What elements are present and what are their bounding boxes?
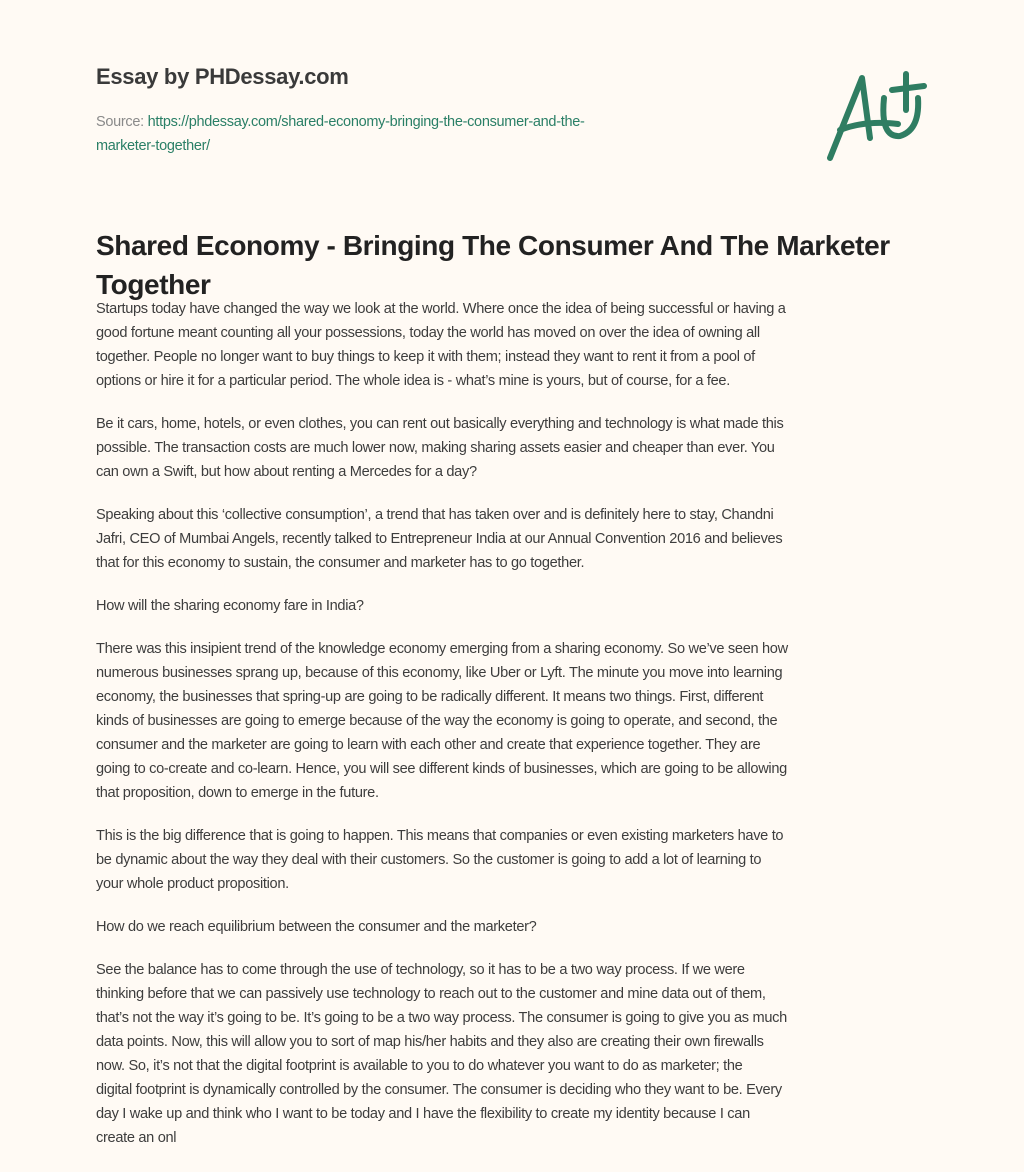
paragraph-line: day I wake up and think who I want to be today and I have the flexibility to create my identity because I can	[96, 1106, 750, 1122]
essay-paragraph	[96, 412, 946, 484]
paragraph-line: consumer and the marketer are going to learn with each other and create that experience together. They are	[96, 737, 761, 753]
paragraph-line: your whole product proposition.	[96, 876, 289, 892]
paragraph-line: can own a Swift, but how about renting a Mercedes for a day?	[96, 464, 477, 480]
paragraph-line: Startups today have changed the way we look at the world. Where once the idea of being successful or having a	[96, 301, 786, 317]
paragraph-line: digital footprint is dynamically controlled by the consumer. The consumer is deciding who they want to be. Every	[96, 1082, 782, 1098]
paragraph-line: thinking before that we can passively use technology to reach out to the customer and mine data out of them,	[96, 986, 766, 1002]
paragraph-line: How do we reach equilibrium between the consumer and the marketer?	[96, 919, 537, 935]
paragraph-line: good fortune meant counting all your possessions, today the world has moved on over the idea of owning all	[96, 325, 760, 341]
paragraph-line: options or hire it for a particular period. The whole idea is - what’s mine is yours, but of course, for a fee.	[96, 373, 730, 389]
essay-paragraph	[96, 594, 946, 618]
paragraph-line: going to co-create and co-learn. Hence, you will see different kinds of businesses, which are going to be allowing	[96, 761, 787, 777]
paragraph-line: possible. The transaction costs are much lower now, making sharing assets easier and cheaper than ever. You	[96, 440, 775, 456]
essay-body	[96, 297, 946, 1169]
paragraph-line: economy, the businesses that spring-up are going to be radically different. It means two things. First, different	[96, 689, 764, 705]
paragraph-line: that proposition, down to emerge in the future.	[96, 785, 379, 801]
paragraph-line: data points. Now, this will allow you to sort of map his/her habits and they also are creating their own firewalls	[96, 1034, 764, 1050]
source-citation	[96, 110, 736, 158]
paragraph-line: There was this insipient trend of the knowledge economy emerging from a sharing economy. So we’ve seen how	[96, 641, 788, 657]
paragraph-line: be dynamic about the way they deal with their customers. So the customer is going to add a lot of learning to	[96, 852, 762, 868]
essay-paragraph	[96, 503, 946, 575]
a-plus-logo-icon	[820, 68, 930, 168]
paragraph-line: numerous businesses sprang up, because of this economy, like Uber or Lyft. The minute you move into learning	[96, 665, 783, 681]
essay-paragraph	[96, 958, 946, 1150]
paragraph-line: now. So, it’s not that the digital footprint is available to you to do whatever you want to do as marketer; the	[96, 1058, 743, 1074]
paragraph-line: create an onl	[96, 1130, 177, 1146]
paragraph-line: together. People no longer want to buy things to keep it with them; instead they want to rent it from a pool of	[96, 349, 755, 365]
paragraph-line: that’s not the way it’s going to be. It’s going to be a two way process. The consumer is going to give you as much	[96, 1010, 787, 1026]
paragraph-line: kinds of businesses are going to emerge because of the way the economy is going to operate, and second, the	[96, 713, 778, 729]
paragraph-line: Speaking about this ‘collective consumption’, a trend that has taken over and is definitely here to stay, Chandni	[96, 507, 774, 523]
paragraph-line: Jafri, CEO of Mumbai Angels, recently talked to Entrepreneur India at our Annual Convention 2016 and believes	[96, 531, 783, 547]
essay-paragraph	[96, 637, 946, 805]
source-link-line: marketer-together/	[96, 138, 210, 154]
site-title: Essay by PHDessay.com	[96, 64, 349, 89]
source-link[interactable]	[96, 114, 585, 154]
paragraph-line: that for this economy to sustain, the consumer and marketer has to go together.	[96, 555, 585, 571]
source-label: Source:	[96, 114, 148, 130]
essay-title: Shared Economy - Bringing The Consumer And The Marketer Together	[96, 230, 890, 300]
paragraph-line: Be it cars, home, hotels, or even clothes, you can rent out basically everything and technology is what made this	[96, 416, 784, 432]
essay-paragraph	[96, 915, 946, 939]
source-link-line: https://phdessay.com/shared-economy-bringing-the-consumer-and-the-	[147, 114, 585, 130]
paragraph-line: See the balance has to come through the use of technology, so it has to be a two way process. If we were	[96, 962, 745, 978]
paragraph-line: This is the big difference that is going to happen. This means that companies or even existing marketers have to	[96, 828, 784, 844]
essay-paragraph	[96, 297, 946, 393]
essay-paragraph	[96, 824, 946, 896]
paragraph-line: How will the sharing economy fare in India?	[96, 598, 364, 614]
